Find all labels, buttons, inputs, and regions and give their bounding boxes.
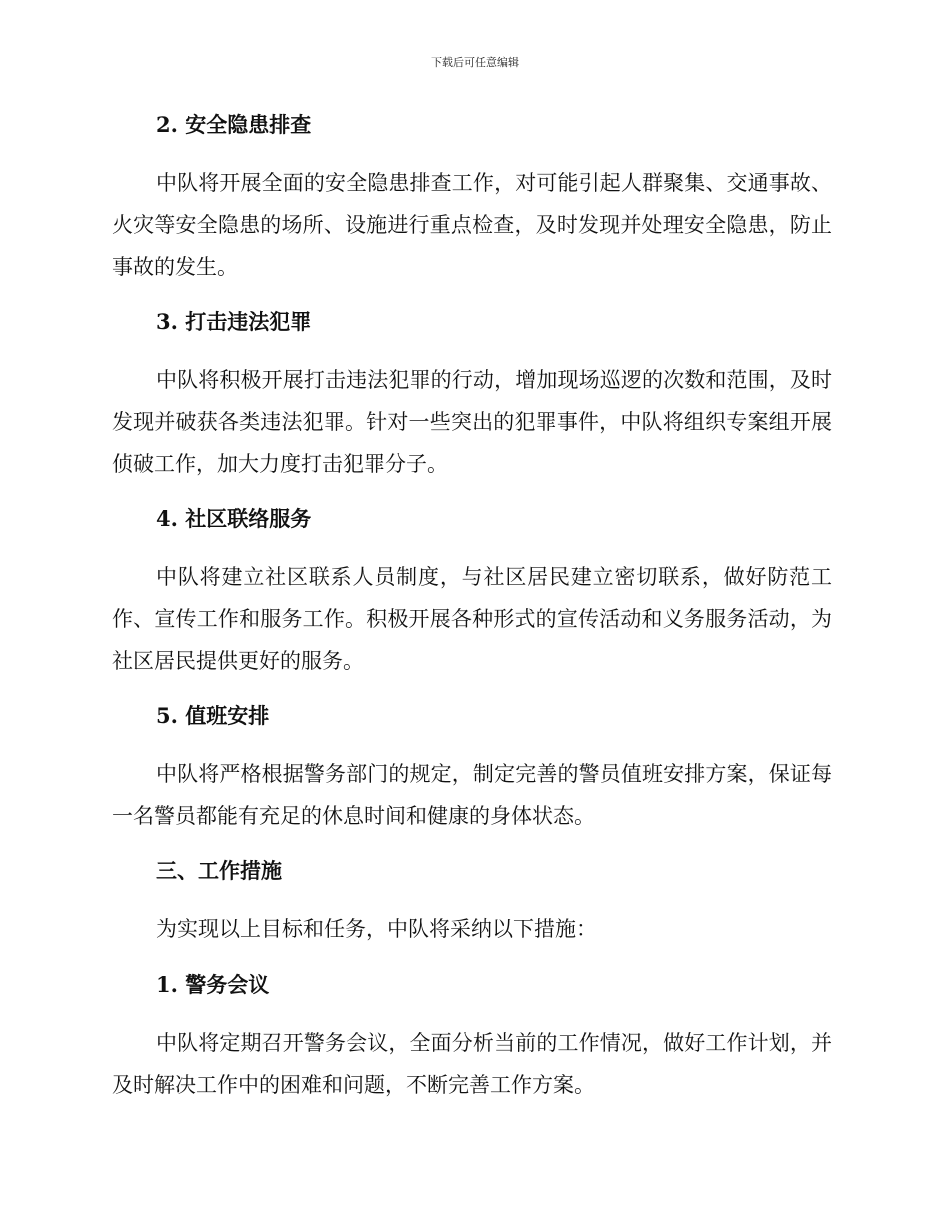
section-heading-safety-check: 2. 安全隐患排查 xyxy=(156,112,312,137)
measure-heading-police-meeting: 1. 警务会议 xyxy=(156,972,270,997)
section-heading-community-service: 4. 社区联络服务 xyxy=(156,506,312,531)
part-three-heading: 三、工作措施 xyxy=(156,858,282,883)
document-body xyxy=(112,110,832,1125)
section-paragraph-duty-schedule: 中队将严格根据警务部门的规定，制定完善的警员值班安排方案，保证每一名警员都能有充足的休息时间和健康的身体状态。 xyxy=(112,762,832,828)
header-note: 下载后可任意编辑 xyxy=(431,56,519,69)
section-heading-duty-schedule: 5. 值班安排 xyxy=(156,703,270,728)
measure-paragraph-police-meeting: 中队将定期召开警务会议，全面分析当前的工作情况，做好工作计划，并及时解决工作中的困难和问题，不断完善工作方案。 xyxy=(112,1031,832,1097)
section-paragraph-crime-fighting: 中队将积极开展打击违法犯罪的行动，增加现场巡逻的次数和范围，及时发现并破获各类违法犯罪。针对一些突出的犯罪事件，中队将组织专案组开展侦破工作，加大力度打击犯罪分子。 xyxy=(112,368,832,476)
section-paragraph-community-service: 中队将建立社区联系人员制度，与社区居民建立密切联系，做好防范工作、宣传工作和服务工作。积极开展各种形式的宣传活动和义务服务活动，为社区居民提供更好的服务。 xyxy=(112,565,832,673)
part-three-intro: 为实现以上目标和任务，中队将采纳以下措施： xyxy=(156,917,597,941)
section-paragraph-safety-check: 中队将开展全面的安全隐患排查工作，对可能引起人群聚集、交通事故、火灾等安全隐患的场所、设施进行重点检查，及时发现并处理安全隐患，防止事故的发生。 xyxy=(112,171,832,279)
section-heading-crime-fighting: 3. 打击违法犯罪 xyxy=(156,309,312,334)
